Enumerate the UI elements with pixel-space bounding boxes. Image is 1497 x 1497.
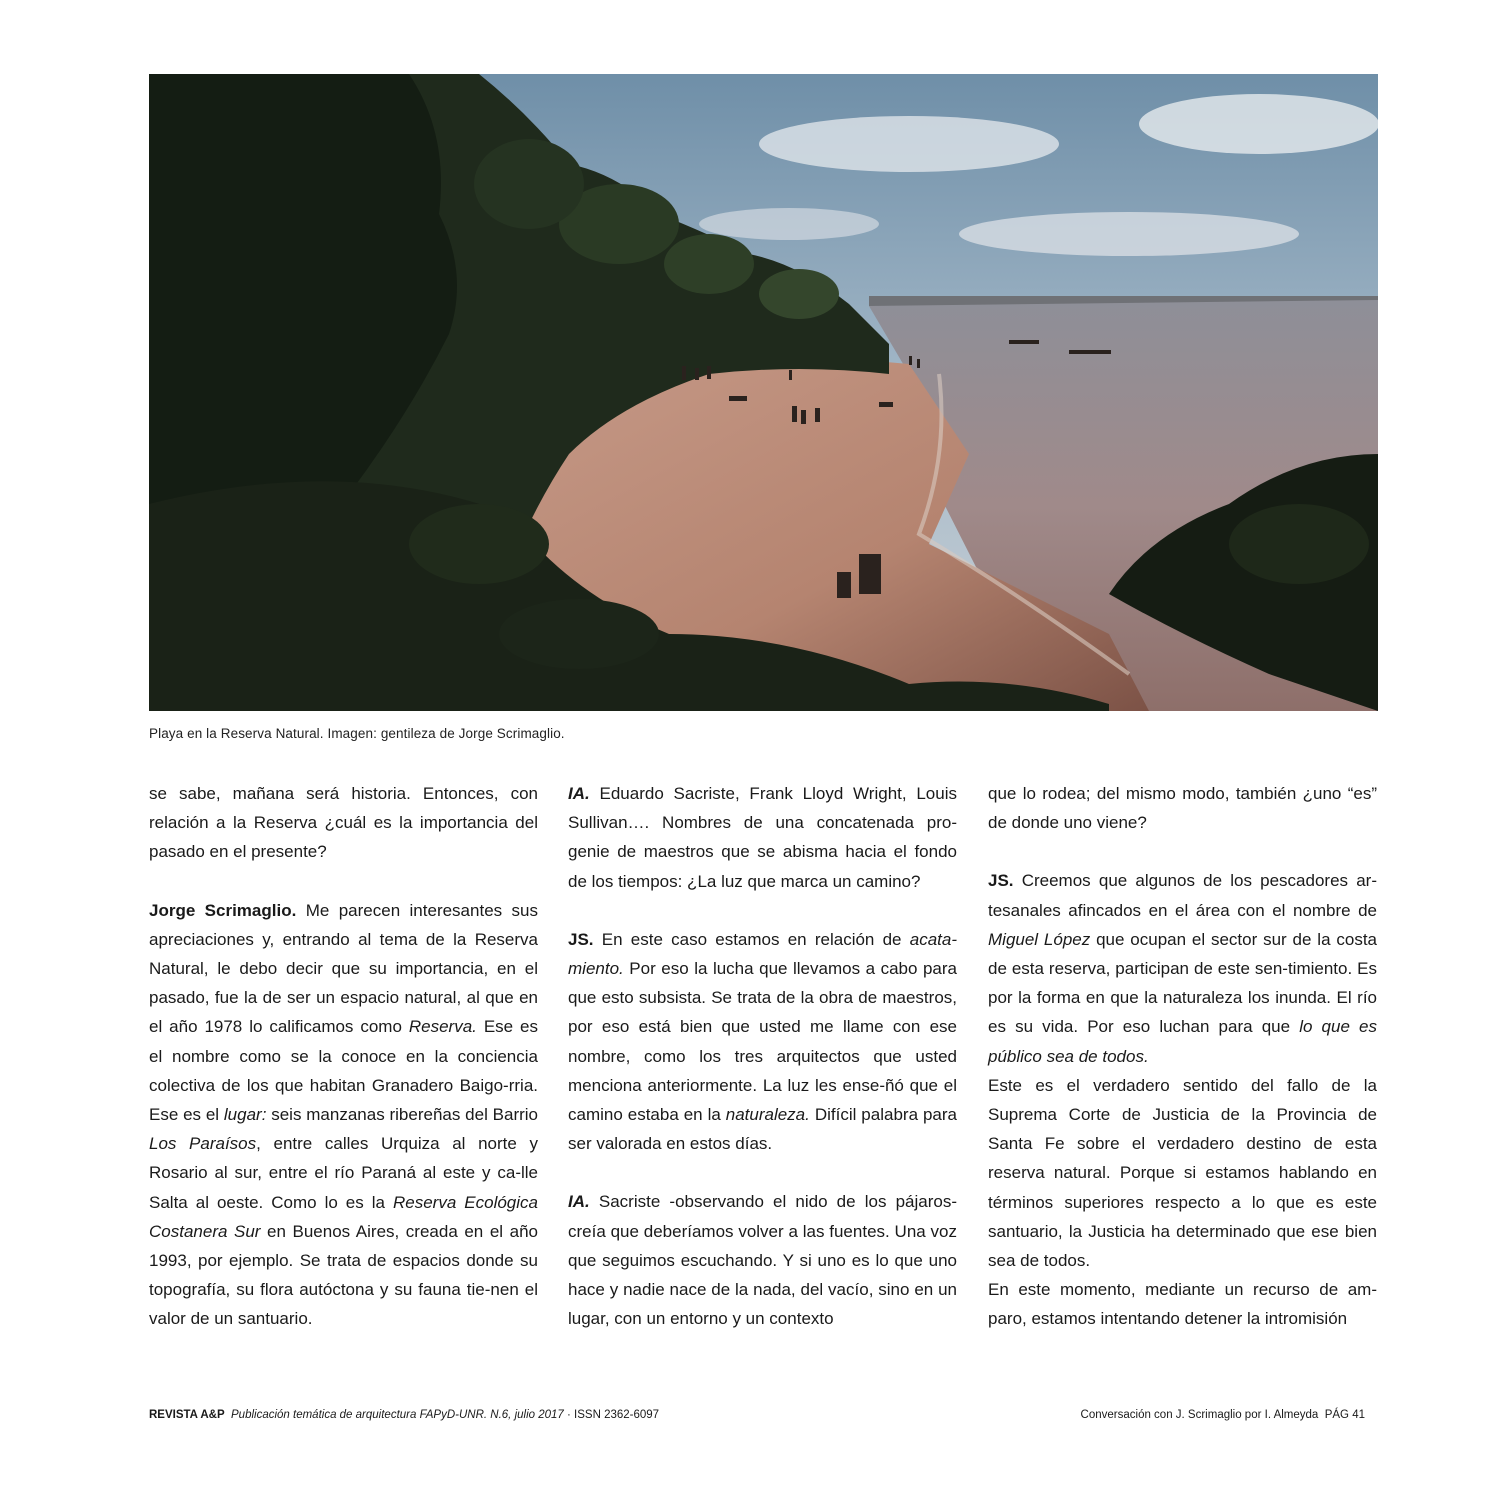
speaker-name: JS. [568,929,594,949]
issn: · ISSN 2362-6097 [567,1409,660,1421]
article-credit: Conversación con J. Scrimaglio por I. Almeyda [1080,1409,1319,1421]
paragraph: En este momento, mediante un recurso de am-paro, estamos intentando detener la intromisión [988,1280,1377,1329]
text-column-3 [988,779,1377,1334]
page-number: PÁG 41 [1324,1409,1365,1421]
paragraph: JS. En este caso estamos en relación de acata-miento. Por eso la lucha que llevamos a cabo para que esto subsista. Se trata de la obra de maestros, por eso está bien que usted me llame con ese nombre, como los tres arquitectos que usted menciona anteriormente. La luz les ense-ñó que el camino estaba en la naturaleza. Difícil palabra para ser valorada en estos días. [568,929,957,1154]
speaker-name: JS. [988,871,1014,891]
paragraph: JS. Creemos que algunos de los pescadores ar-tesanales afincados en el área con el nombre de Miguel López que ocupan el sector sur de la costa de esta reserva, participan de este sen-timiento. Es por la forma en que la naturaleza los inunda. El río es su vida. Por eso luchan para que lo que es público sea de todos. [988,871,1378,1066]
speaker-name: IA. [568,1192,590,1212]
beach-photo [149,74,1378,711]
text-column-1 [149,779,538,1334]
publication-info: Publicación temática de arquitectura FAPyD-UNR. N.6, julio 2017 [231,1409,564,1421]
footer-left [149,1409,659,1421]
paragraph: se sabe, mañana será historia. Entonces, con relación a la Reserva ¿cuál es la importancia del pasado en el presente? [149,784,538,862]
paragraph: que lo rodea; del mismo modo, también ¿uno “es” de donde uno viene? [988,784,1377,833]
text-column-2 [568,779,957,1333]
paragraph: Este es el verdadero sentido del fallo de la Suprema Corte de Justicia de la Provincia de Santa Fe sobre el verdadero destino de esta reserva natural. Porque si estamos hablando en términos superiores respecto a lo que es este santuario, la Justicia ha determinado que ese bien sea de todos. [988,1075,1377,1271]
paragraph: Jorge Scrimaglio. Me parecen interesantes sus apreciaciones y, entrando al tema de la Reserva Natural, le debo decir que su importancia, en el pasado, fue la de ser un espacio natural, al que en el año 1978 lo calificamos como Reserva. Ese es el nombre como se la conoce en la conciencia colectiva de los que habitan Granadero Baigo-rria. Ese es el lugar: seis manzanas ribereñas del Barrio Los Paraísos, entre calles Urquiza al norte y Rosario al sur, entre el río Paraná al este y ca-lle Salta al oeste. Como lo es la Reserva Ecológica Costanera Sur en Buenos Aires, creada en el año 1993, por ejemplo. Se trata de espacios donde su topografía, su flora autóctona y su fauna tie-nen el valor de un santuario. [149,900,538,1329]
photo-caption: Playa en la Reserva Natural. Imagen: gentileza de Jorge Scrimaglio. [149,726,565,741]
footer-right [1081,1409,1365,1421]
speaker-name: IA. [568,784,590,803]
journal-name: REVISTA A&P [149,1409,225,1421]
paragraph: IA. Sacriste -observando el nido de los pájaros- creía que deberíamos volver a las fuentes. Una voz que seguimos escuchando. Y si uno es lo que uno hace y nadie nace de la nada, del vacío, sino en un lugar, con un entorno y un contexto [568,1192,957,1329]
paragraph: IA. Eduardo Sacriste, Frank Lloyd Wright, Louis Sullivan…. Nombres de una concatenada pro-genie de maestros que se abisma hacia el fondo de los tiempos: ¿La luz que marca un camino? [568,784,957,891]
speaker-name: Jorge Scrimaglio. [149,900,297,920]
